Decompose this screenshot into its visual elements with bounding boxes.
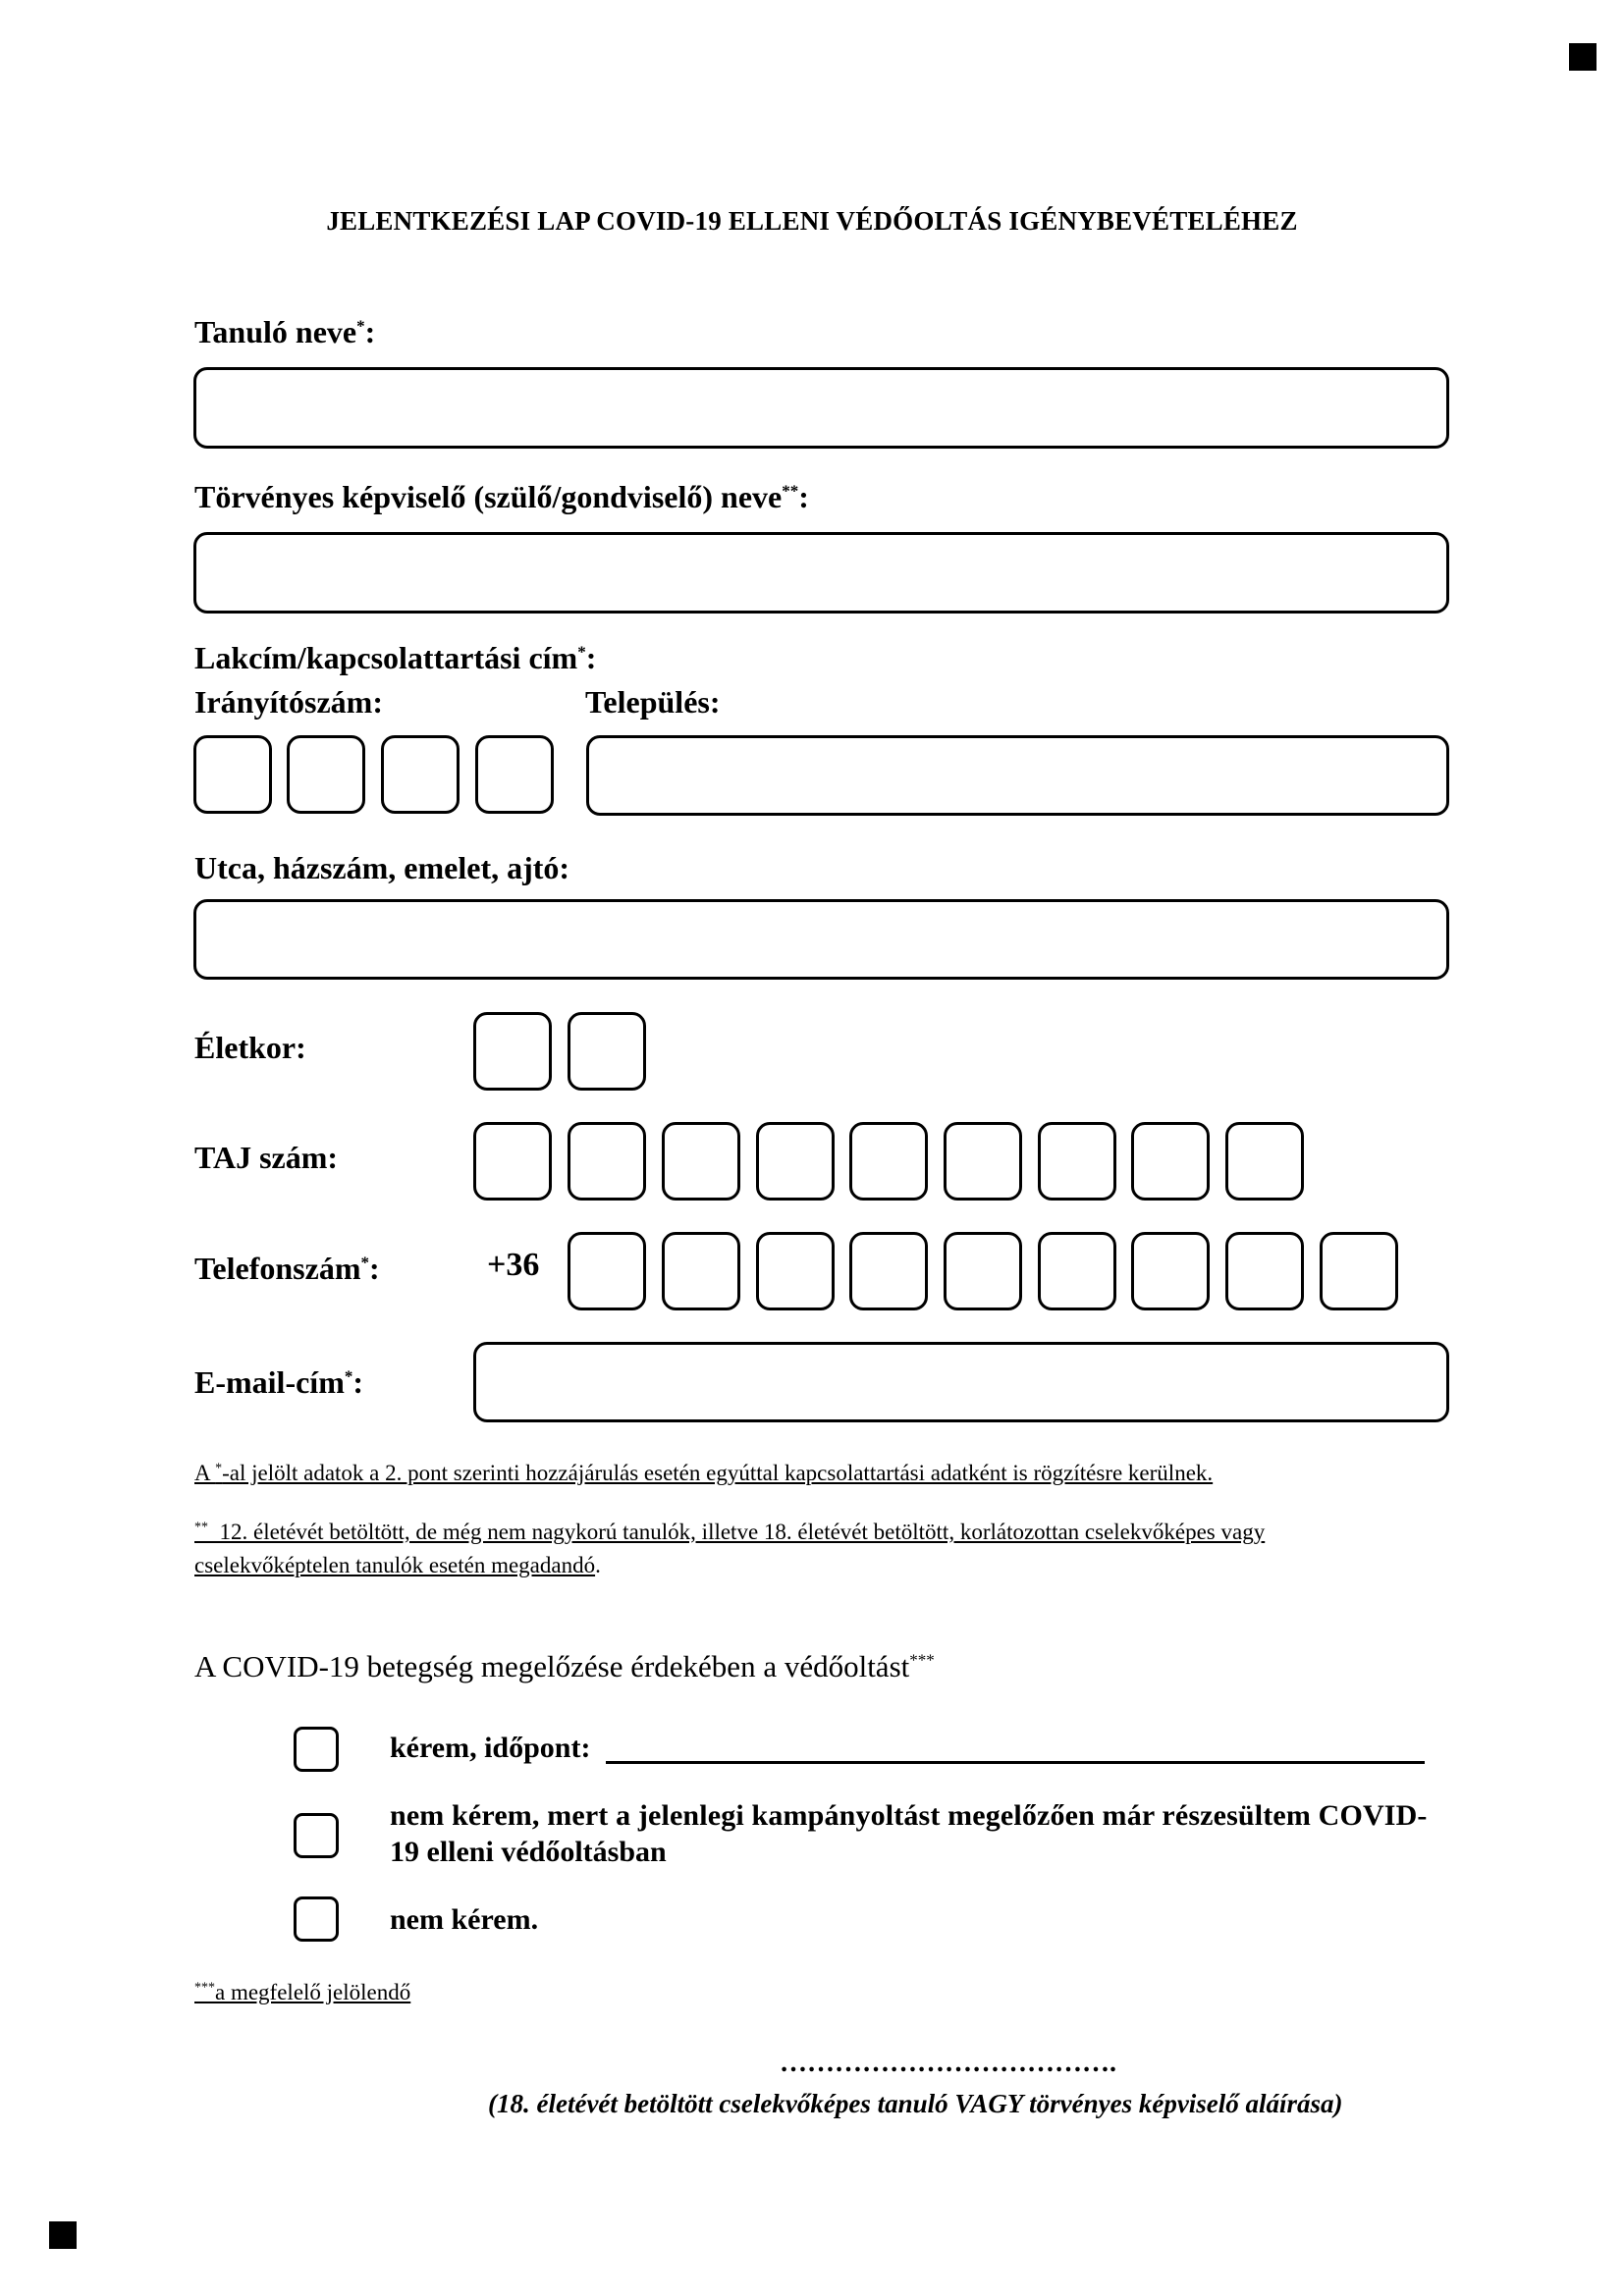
city-field[interactable] xyxy=(586,735,1449,816)
taj-digit-box[interactable] xyxy=(473,1122,552,1201)
taj-digit-box[interactable] xyxy=(944,1122,1022,1201)
age-digit-box[interactable] xyxy=(473,1012,552,1091)
phone-prefix: +36 xyxy=(487,1247,540,1283)
footnote-triple-asterisk: ***a megfelelő jelölendő xyxy=(194,1980,411,2004)
phone-digit-box[interactable] xyxy=(1038,1232,1116,1310)
phone-label: Telefonszám*: xyxy=(194,1251,380,1286)
phone-digit-box[interactable] xyxy=(1225,1232,1304,1310)
phone-digit-box[interactable] xyxy=(568,1232,646,1310)
option-request-checkbox[interactable] xyxy=(294,1727,339,1772)
option-already-vaccinated-checkbox[interactable] xyxy=(294,1813,339,1858)
taj-digit-box[interactable] xyxy=(1038,1122,1116,1201)
age-label: Életkor: xyxy=(194,1030,306,1065)
postcode-label: Irányítószám: xyxy=(194,684,383,720)
phone-digit-box[interactable] xyxy=(756,1232,835,1310)
email-label: E-mail-cím*: xyxy=(194,1364,363,1400)
document-title: JELENTKEZÉSI LAP COVID-19 ELLENI VÉDŐOLTÁS IGÉNYBEVÉTELÉHEZ xyxy=(326,206,1298,236)
email-field[interactable] xyxy=(473,1342,1449,1422)
signature-caption: (18. életévét betöltött cselekvőképes tanuló VAGY törvényes képviselő aláírása) xyxy=(488,2089,1343,2118)
option-decline-label: nem kérem. xyxy=(390,1903,539,1936)
taj-digit-box[interactable] xyxy=(1225,1122,1304,1201)
street-label: Utca, házszám, emelet, ajtó: xyxy=(194,850,570,885)
phone-digit-box[interactable] xyxy=(944,1232,1022,1310)
vaccination-intro: A COVID-19 betegség megelőzése érdekében a védőoltást*** xyxy=(194,1649,935,1683)
taj-digit-box[interactable] xyxy=(756,1122,835,1201)
signature-dots: ………………………………. xyxy=(780,2048,1116,2078)
phone-digit-box[interactable] xyxy=(849,1232,928,1310)
registration-mark-bottom-left xyxy=(49,2221,77,2249)
age-digit-box[interactable] xyxy=(568,1012,646,1091)
option-already-vaccinated-label: nem kérem, mert a jelenlegi kampányoltást megelőzően már részesültem COVID- 19 elleni védőoltásban xyxy=(390,1799,1428,1868)
street-field[interactable] xyxy=(193,899,1449,980)
taj-digit-box[interactable] xyxy=(662,1122,740,1201)
taj-digit-box[interactable] xyxy=(1131,1122,1210,1201)
phone-digit-box[interactable] xyxy=(1320,1232,1398,1310)
postcode-digit-box[interactable] xyxy=(475,735,554,814)
phone-digit-box[interactable] xyxy=(662,1232,740,1310)
postcode-digit-box[interactable] xyxy=(381,735,460,814)
option-decline-checkbox[interactable] xyxy=(294,1896,339,1942)
city-label: Település: xyxy=(585,684,721,720)
postcode-digit-box[interactable] xyxy=(193,735,272,814)
guardian-name-field[interactable] xyxy=(193,532,1449,614)
registration-mark-top-right xyxy=(1569,43,1597,71)
student-name-label: Tanuló neve*: xyxy=(194,314,376,349)
option-request-label: kérem, időpont: xyxy=(390,1732,591,1764)
guardian-name-label: Törvényes képviselő (szülő/gondviselő) neve**: xyxy=(194,479,809,514)
taj-digit-box[interactable] xyxy=(849,1122,928,1201)
taj-label: TAJ szám: xyxy=(194,1140,339,1175)
phone-digit-box[interactable] xyxy=(1131,1232,1210,1310)
appointment-line[interactable] xyxy=(606,1761,1425,1764)
student-name-field[interactable] xyxy=(193,367,1449,449)
note-double-asterisk: ** 12. életévét betöltött, de még nem nagykorú tanulók, illetve 18. életévét betöltött, korlátozottan cselekvőképes vagy cselekvőképtelen tanulók esetén megadandó. xyxy=(194,1520,1266,1577)
address-label: Lakcím/kapcsolattartási cím*: xyxy=(194,640,597,675)
note-single-asterisk: A *-al jelölt adatok a 2. pont szerinti hozzájárulás esetén egyúttal kapcsolattartási adatként is rögzítésre kerülnek. xyxy=(194,1461,1214,1485)
taj-digit-box[interactable] xyxy=(568,1122,646,1201)
postcode-digit-box[interactable] xyxy=(287,735,365,814)
